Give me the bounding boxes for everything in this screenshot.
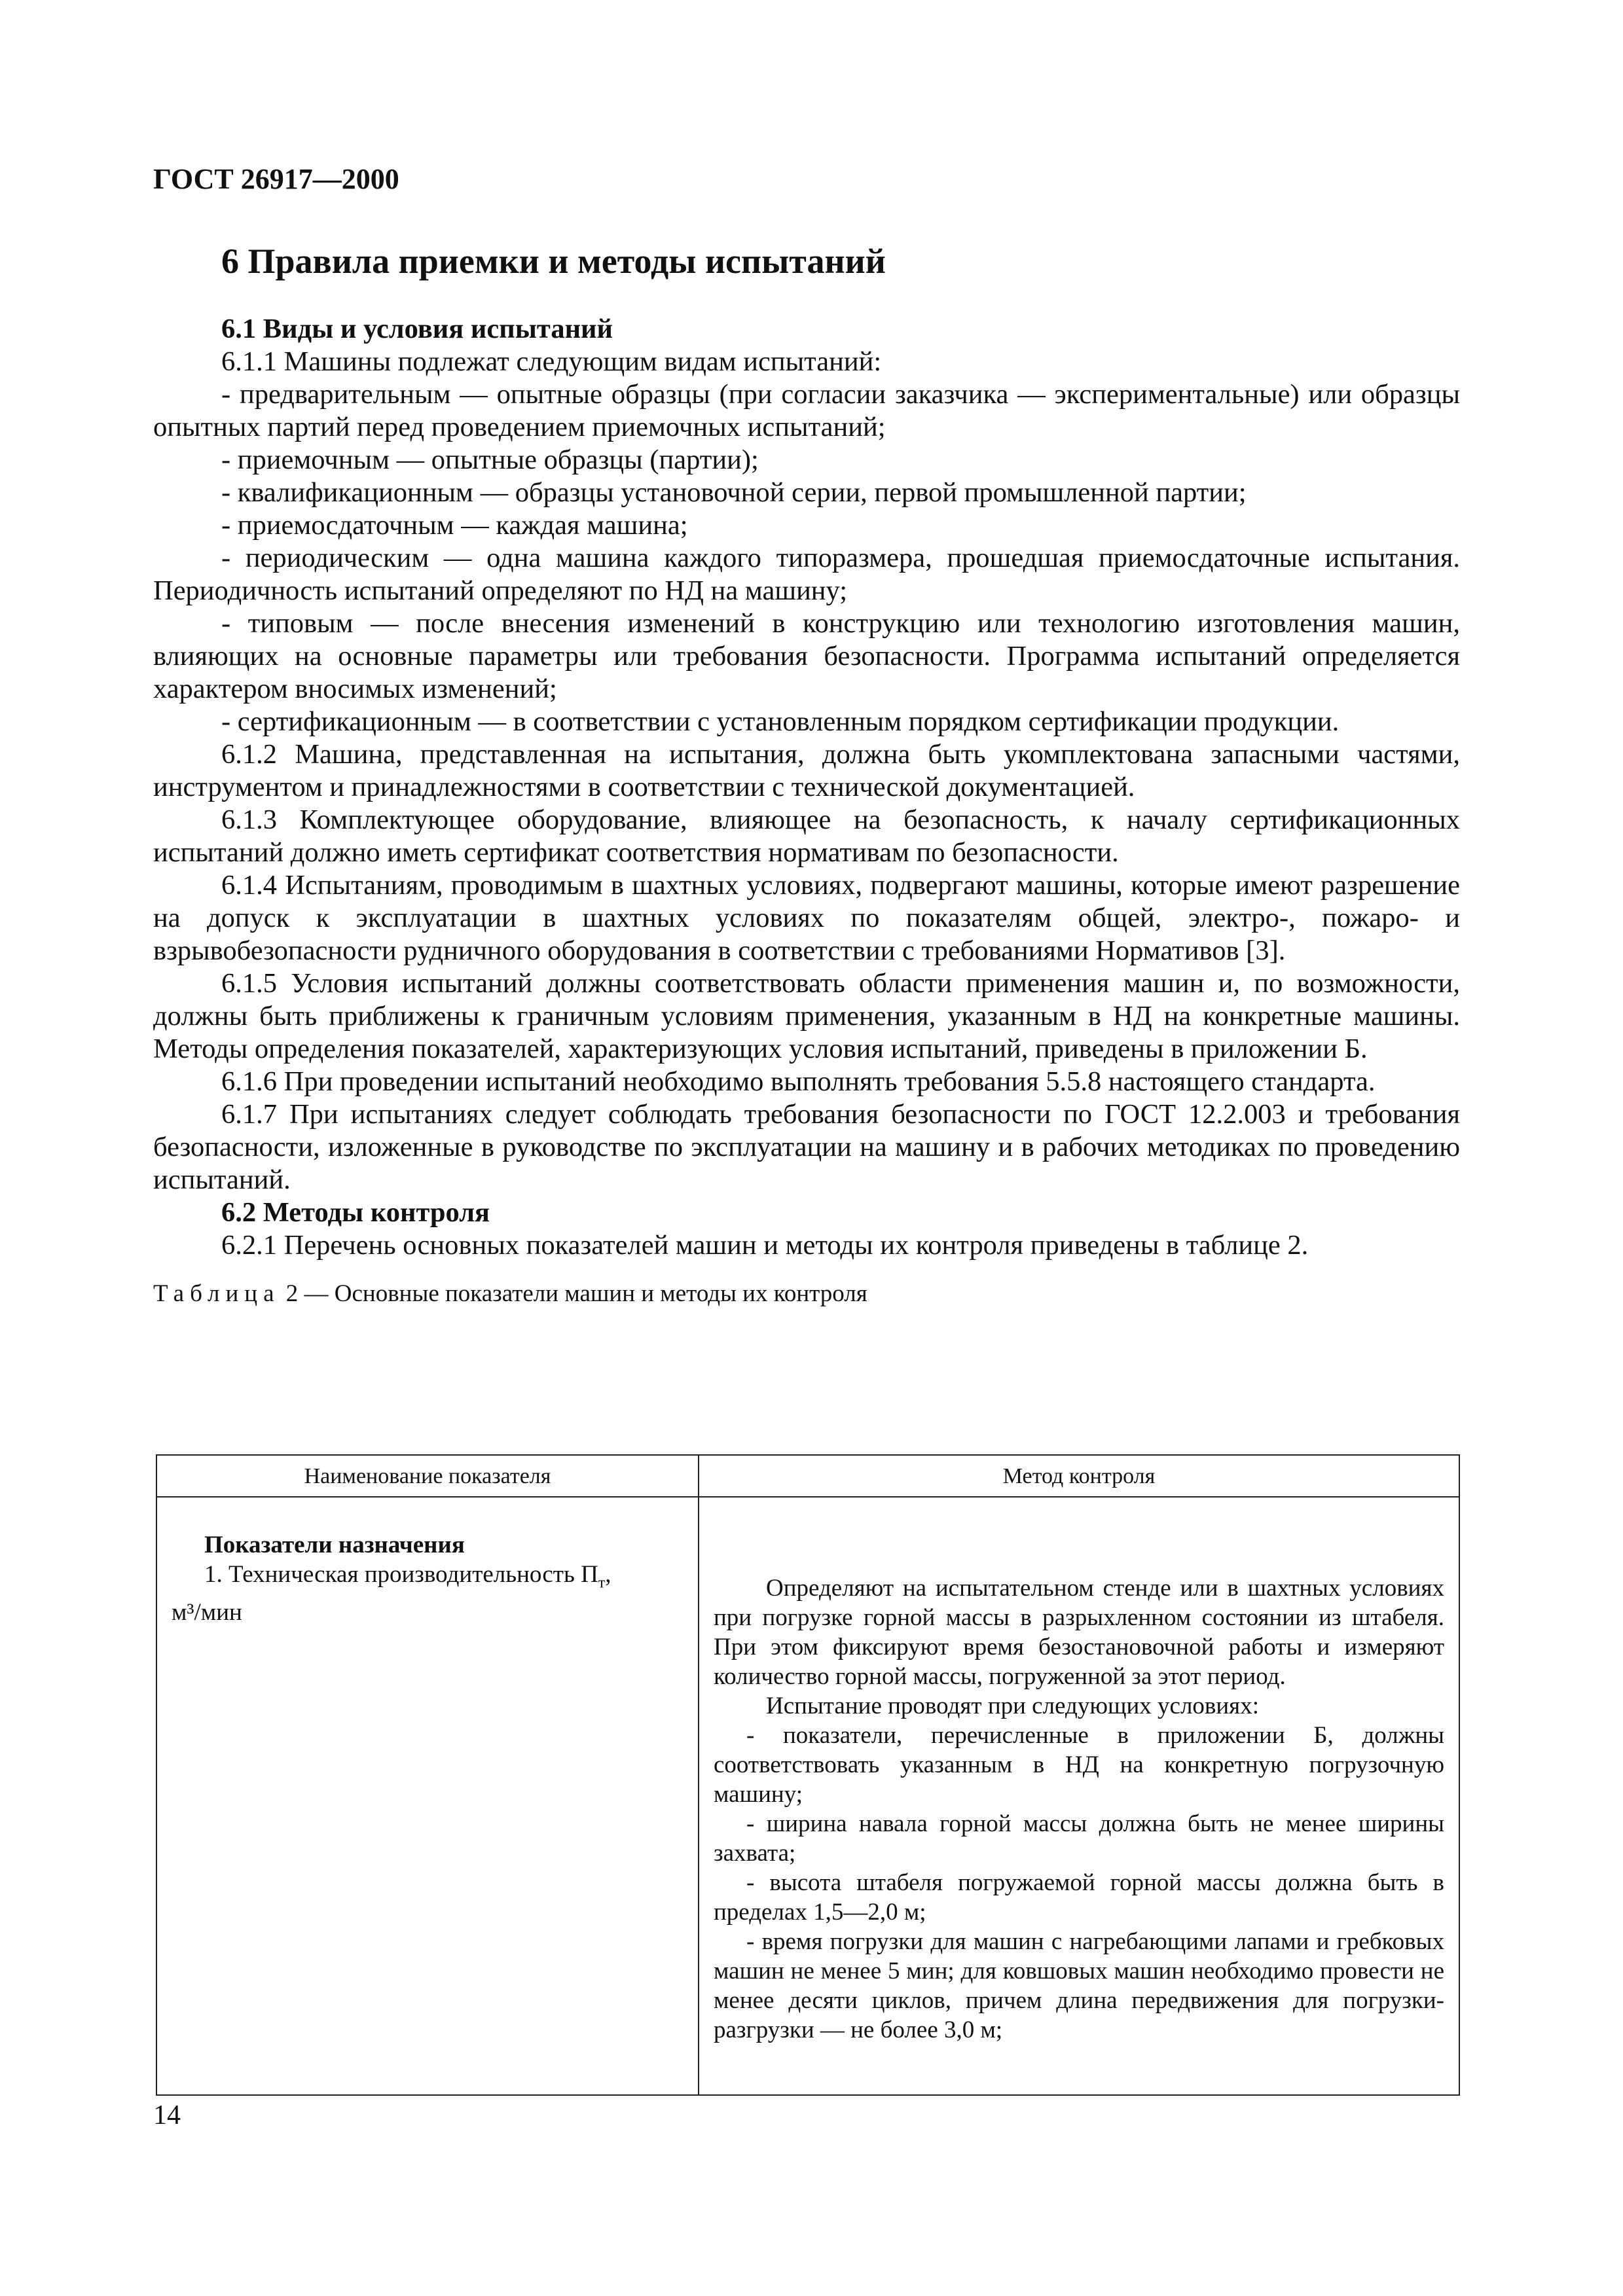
- list-item-preliminary: - предварительным — опытные образцы (при согласии заказчика — экспериментальные) или образцы опытных партий перед проведением приемочных испытаний;: [153, 379, 1460, 442]
- list-item-acceptance: - приемочным — опытные образцы (партии);: [221, 444, 759, 475]
- table-header-row: [156, 1455, 1459, 1497]
- paragraph-6-1-3: 6.1.3 Комплектующее оборудование, влияющее на безопасность, к началу сертификационных испытаний должно иметь сертификат соответствия нормативам по безопасности.: [153, 804, 1460, 868]
- paragraph-6-2-1: 6.2.1 Перечень основных показателей машин и методы их контроля приведены в таблице 2.: [221, 1230, 1309, 1261]
- page-number: 14: [153, 2100, 181, 2130]
- method-cell: [699, 1497, 1459, 2095]
- paragraph-6-1-6: 6.1.6 При проведении испытаний необходимо выполнять требования 5.5.8 настоящего стандарта.: [221, 1066, 1376, 1097]
- indicator-subscript: т: [598, 1574, 606, 1592]
- indicators-table: [156, 1454, 1460, 2096]
- table-caption-word: Таблица: [153, 1280, 280, 1307]
- table-caption-text: 2 — Основные показатели машин и методы их контроля: [285, 1280, 867, 1307]
- method-list-item: - высота штабеля погружаемой горной массы должна быть в пределах 1,5—2,0 м;: [714, 1869, 1444, 1926]
- list-item-periodic: - периодическим — одна машина каждого типоразмера, прошедшая приемосдаточные испытания. Периодичность испытаний определяют по НД на машину;: [153, 543, 1460, 606]
- column-header-method: Метод контроля: [699, 1455, 1459, 1497]
- method-list-item: - время погрузки для машин с нагребающими лапами и гребковых машин не менее 5 мин; для ковшовых машин необходимо провести не менее десяти циклов, причем длина передвижения для погрузки-разгрузки — не более 3,0 м;: [714, 1928, 1444, 2043]
- paragraph-6-1-7: 6.1.7 При испытаниях следует соблюдать требования безопасности по ГОСТ 12.2.003 и требования безопасности, изложенные в руководстве по эксплуатации на машину и в рабочих методиках по проведению испытаний.: [153, 1099, 1460, 1195]
- table-row: [156, 1497, 1459, 2095]
- subsection-title-6-2: 6.2 Методы контроля: [221, 1197, 490, 1228]
- indicator-item: 1. Техническая производительность $П_т$,: [204, 1561, 611, 1592]
- group-title: Показатели назначения: [204, 1532, 465, 1558]
- list-item-delivery: - приемосдаточным — каждая машина;: [221, 510, 688, 541]
- column-header-indicator: Наименование показателя: [156, 1455, 699, 1497]
- indicator-unit: м³/мин: [172, 1599, 242, 1626]
- list-item-certification: - сертификационным — в соответствии с установленным порядком сертификации продукции.: [221, 706, 1340, 737]
- list-item-qualification: - квалификационным — образцы установочной серии, первой промышленной партии;: [221, 477, 1247, 508]
- paragraph-6-1-2: 6.1.2 Машина, представленная на испытания, должна быть укомплектована запасными частями, инструментом и принадлежностями в соответствии с технической документацией.: [153, 739, 1460, 802]
- method-paragraph: Испытание проводят при следующих условиях:: [766, 1693, 1259, 1719]
- indicator-name: 1. Техническая производительность П: [204, 1561, 598, 1588]
- paragraph-6-1-1: 6.1.1 Машины подлежат следующим видам испытаний:: [221, 346, 882, 377]
- section-title: 6 Правила приемки и методы испытаний: [221, 242, 886, 281]
- body-text: [153, 313, 1460, 1310]
- method-list-item: - показатели, перечисленные в приложении Б, должны соответствовать указанным в НД на конкретную погрузочную машину;: [714, 1722, 1444, 1808]
- list-item-type: - типовым — после внесения изменений в конструкцию или технологию изготовления машин, влияющих на основные параметры или требования безопасности. Программа испытаний определяется характером вносимых изменений;: [153, 608, 1460, 704]
- method-paragraph: Определяют на испытательном стенде или в шахтных условиях при погрузке горной массы в разрыхленном состоянии из штабеля. При этом фиксируют время безостановочной работы и измеряют количество горной массы, погруженной за этот период.: [714, 1575, 1444, 1690]
- subsection-title-6-1: 6.1 Виды и условия испытаний: [221, 314, 613, 344]
- paragraph-6-1-5: 6.1.5 Условия испытаний должны соответствовать области применения машин и, по возможности, должны быть приближены к граничным условиям применения, указанным в НД на конкретные машины. Методы определения показателей, характеризующих условия испытаний, приведены в приложении Б.: [153, 968, 1460, 1064]
- table-caption: [153, 1278, 1460, 1310]
- method-list-item: - ширина навала горной массы должна быть не менее ширины захвата;: [714, 1810, 1444, 1867]
- document-code-header: ГОСТ 26917—2000: [153, 163, 399, 195]
- paragraph-6-1-4: 6.1.4 Испытаниям, проводимым в шахтных условиях, подвергают машины, которые имеют разрешение на допуск к эксплуатации в шахтных условиях по показателям общей, электро-, пожаро- и взрывобезопасности рудничного оборудования в соответствии с требованиями Нормативов [3].: [153, 870, 1460, 966]
- indicator-cell: [156, 1497, 699, 2095]
